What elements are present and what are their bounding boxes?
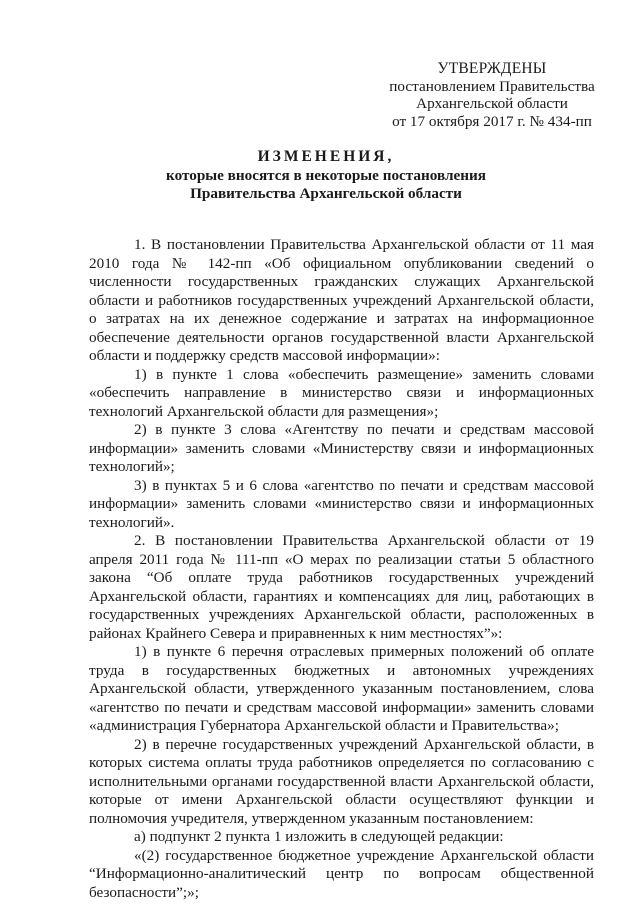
approval-line: постановлением Правительства bbox=[389, 77, 595, 95]
paragraph: 1) в пункте 6 перечня отраслевых примерных положений об оплате труда в государственных бюджетных и автономных учреждениях Архангельской области, утвержденного указанным постановлением, слова «агентство по печати и средствам массовой информации» заменить словами «администрация Губернатора Архангельской области и Правительства»; bbox=[89, 643, 594, 734]
paragraph: «(2) государственное бюджетное учреждение Архангельской области “Информационно-аналитический центр по вопросам общественной безопасности”;»; bbox=[89, 846, 594, 901]
paragraph: а) подпункт 2 пункта 1 изложить в следующей редакции: bbox=[134, 828, 504, 845]
paragraph: 3) в пунктах 5 и 6 слова «агентство по печати и средствам массовой информации» заменить словами «министерство связи и информационных технологий». bbox=[89, 476, 594, 531]
paragraph: 2) в пункте 3 слова «Агентству по печати и средствам массовой информации» заменить словами «Министерству связи и информационных технологий»; bbox=[89, 421, 594, 475]
title-line: которые вносятся в некоторые постановления bbox=[166, 166, 486, 184]
approval-line: Архангельской области bbox=[416, 95, 568, 113]
title-line: Правительства Архангельской области bbox=[190, 185, 462, 203]
title-heading: ИЗМЕНЕНИЯ, bbox=[257, 148, 395, 165]
document-title bbox=[80, 148, 572, 204]
approval-date-number: от 17 октября 2017 г. № 434-пп bbox=[392, 112, 592, 130]
document-body bbox=[89, 236, 594, 902]
paragraph: 1. В постановлении Правительства Архангельской области от 11 мая 2010 года № 142-пп «Об официальном опубликовании сведений о численности государственных гражданских служащих Архангельской области и работников государственных учреждений Архангельской области, о затратах на их денежное содержание и затратах на информационное обеспечение деятельности органов государственной власти Архангельской области и поддержку средств массовой информации»: bbox=[89, 236, 594, 364]
paragraph: 1) в пункте 1 слова «обеспечить размещение» заменить словами «обеспечить направление в министерство связи и информационных технологий Архангельской области для размещения»; bbox=[89, 365, 594, 420]
approval-block bbox=[380, 60, 604, 130]
paragraph: 2) в перечне государственных учреждений Архангельской области, в которых система оплаты труда работников определяется по согласованию с исполнительными органами государственной власти Архангельской области, которые от имени Архангельской области осуществляют функции и полномочия учредителя, утвержденном указанным постановлением: bbox=[89, 735, 594, 827]
approval-heading: УТВЕРЖДЕНЫ bbox=[437, 60, 547, 77]
paragraph: 2. В постановлении Правительства Архангельской области от 19 апреля 2011 года № 111-пп «О мерах по реализации статьи 5 областного закона “Об оплате труда работников государственных учреждений Архангельской области, гарантиях и компенсациях для лиц, работающих в государственных учреждениях Архангельской области, расположенных в районах Крайнего Севера и приравненных к ним местностях”»: bbox=[89, 532, 594, 642]
